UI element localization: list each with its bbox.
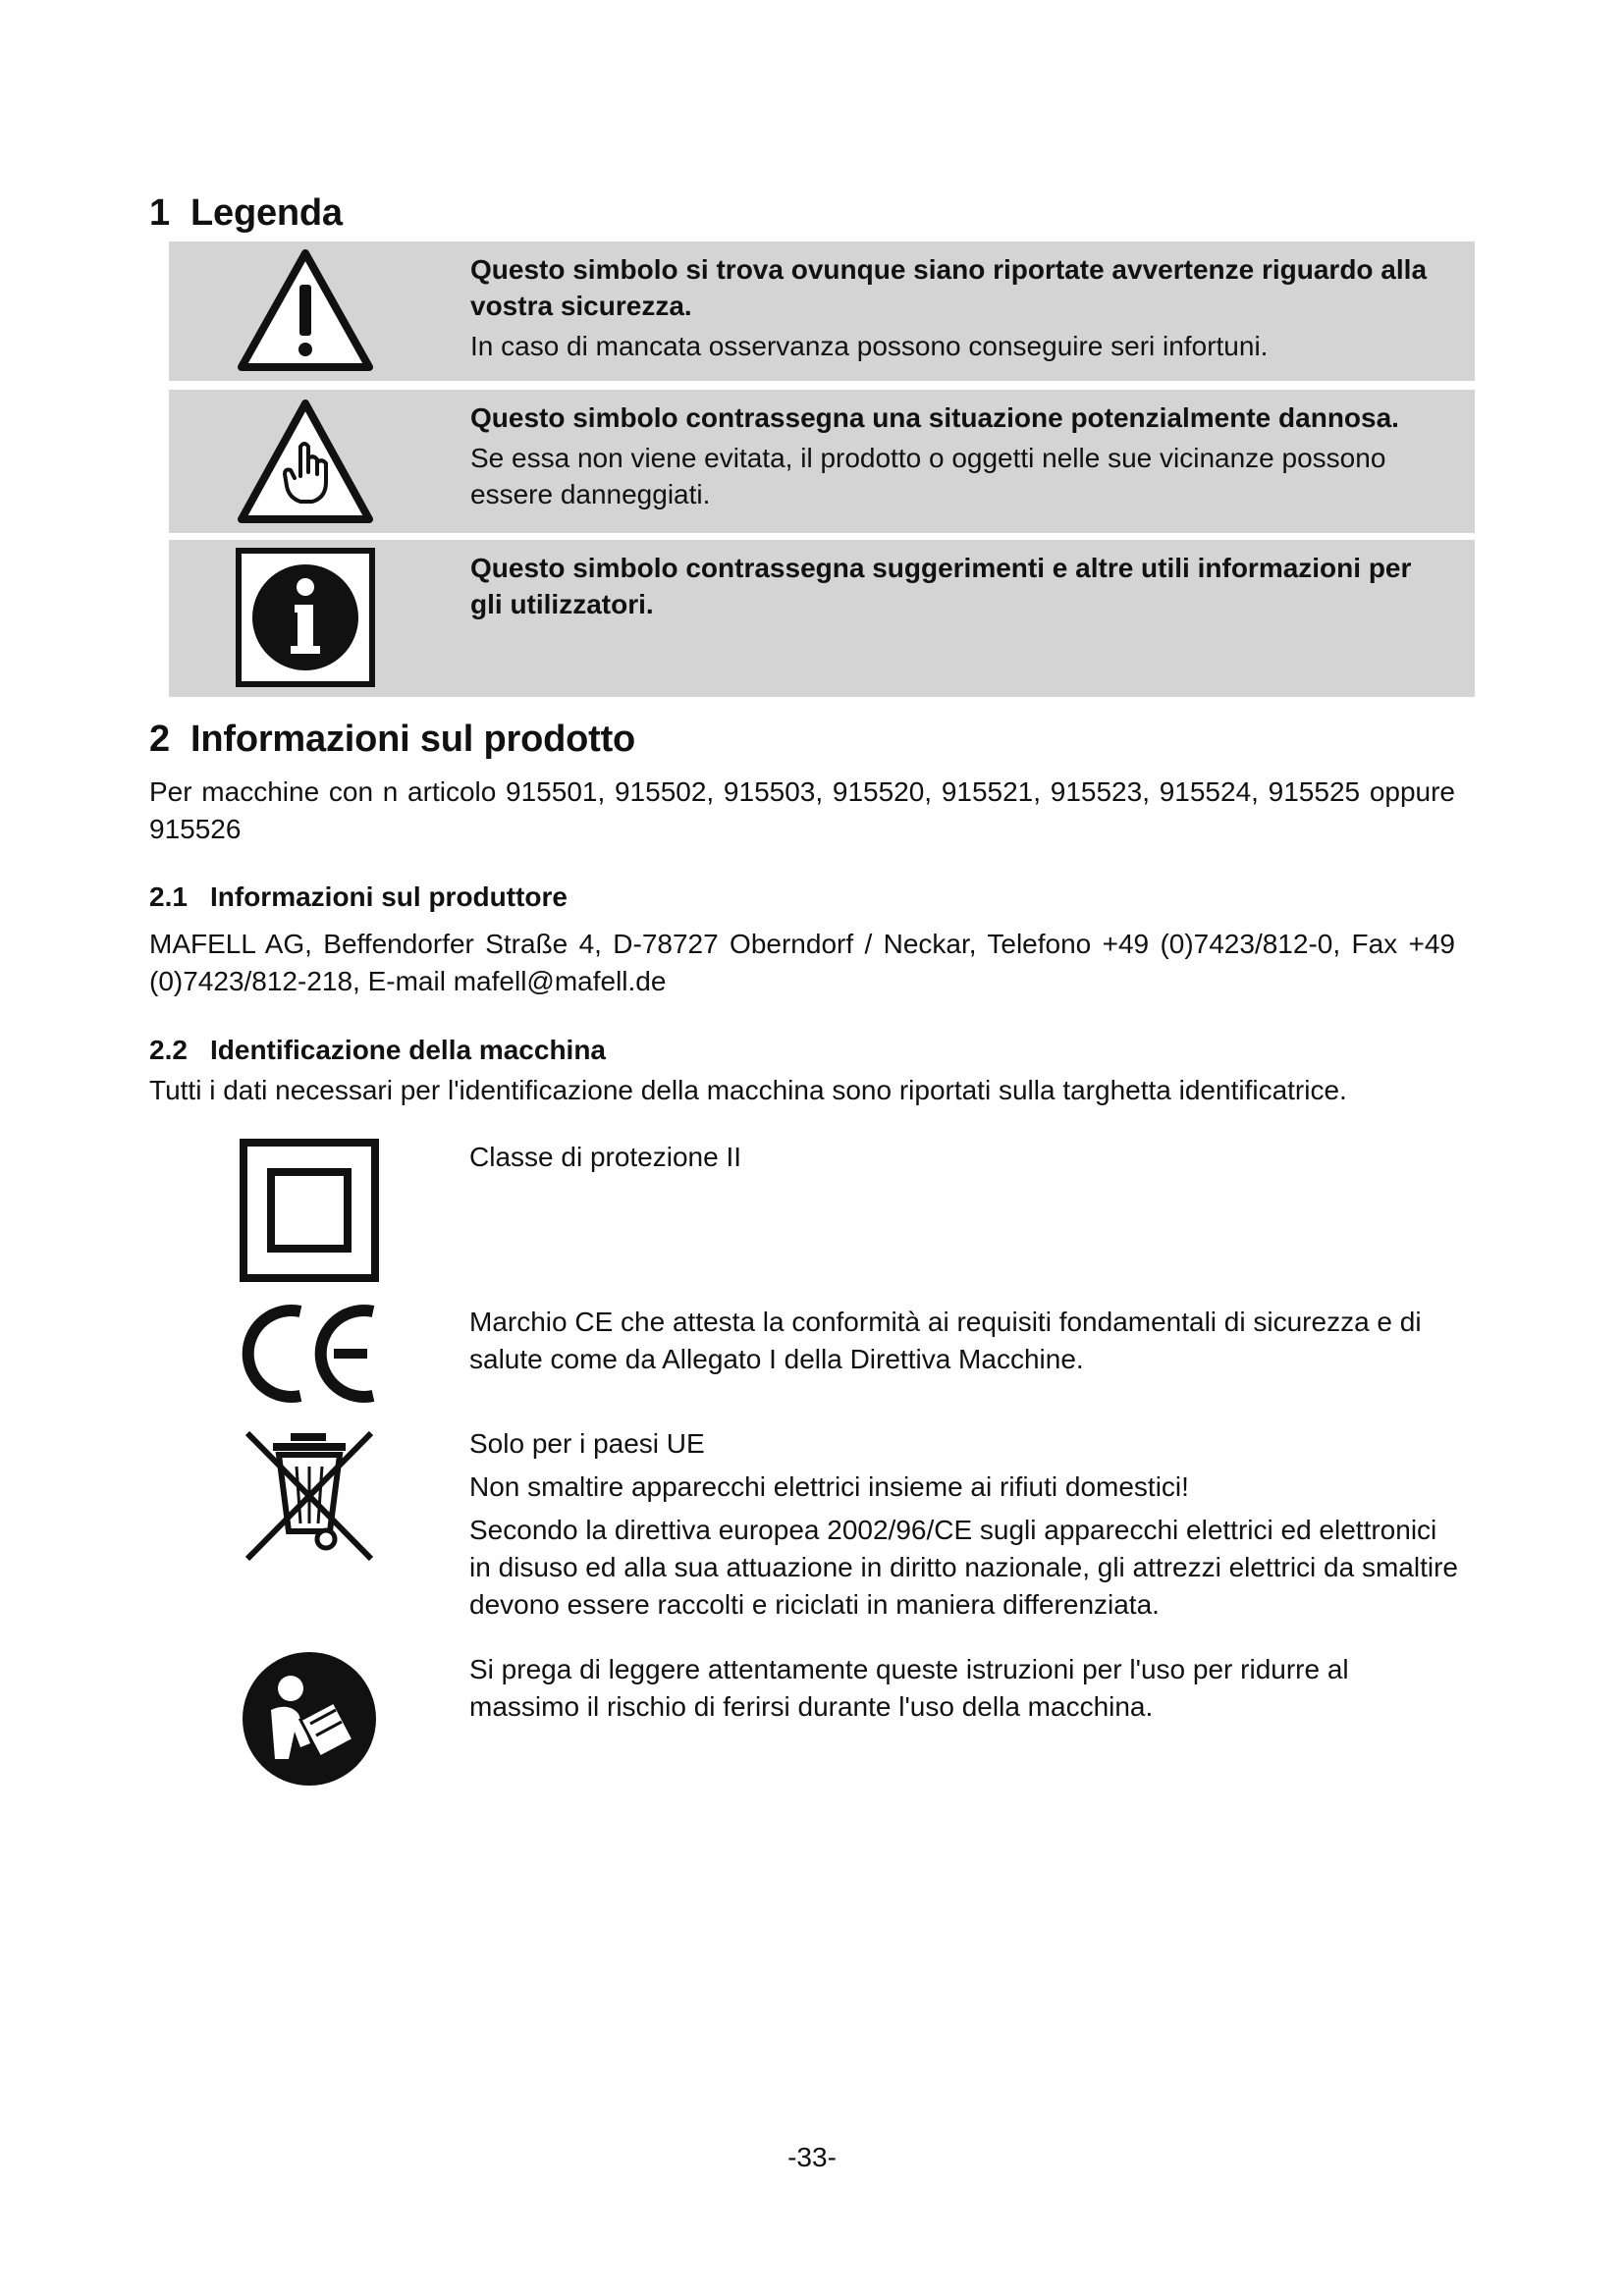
page-number: -33- (787, 2142, 837, 2172)
symbol-description (469, 1139, 1461, 1182)
symbol-description (469, 1425, 1461, 1629)
machine-identification-text: Tutti i dati necessari per l'identificazione della macchina sono riportati sulla targhetta identificatrice. (149, 1075, 1347, 1105)
legend-normal-text: In caso di mancata osservanza possono conseguire seri infortuni. (470, 331, 1269, 361)
section-title: Legenda (190, 192, 343, 234)
symbol-text-line: Secondo la direttiva europea 2002/96/CE sugli apparecchi elettrici ed elettronici in disuso ed alla sua attuazione in diritto nazionale, gli attrezzi elettrici da smaltire devono essere raccolti e riciclati in maniera differenziata. (469, 1515, 1458, 1620)
section-number: 1 (149, 192, 170, 234)
section-title: Informazioni sul prodotto (190, 719, 636, 760)
protection-class-ii-icon (240, 1139, 379, 1282)
subsection-2-1-heading (149, 881, 568, 913)
legend-row-info (169, 540, 1475, 697)
symbol-text-line: Marchio CE che attesta la conformità ai requisiti fondamentali di sicurezza e di salute come da Allegato I della Direttiva Macchine. (469, 1307, 1422, 1374)
symbol-text-line: Solo per i paesi UE (469, 1428, 705, 1459)
info-icon (236, 548, 375, 687)
legend-normal-text: Se essa non viene evitata, il prodotto o oggetti nelle sue vicinanze possono essere danneggiati. (470, 443, 1386, 509)
manufacturer-info-text: MAFELL AG, Beffendorfer Straße 4, D-78727 Oberndorf / Neckar, Telefono +49 (0)7423/812-0, Fax +49 (0)7423/812-218, E-mail mafell@mafell.de (149, 929, 1455, 996)
symbol-text-line: Classe di protezione II (469, 1142, 742, 1172)
legend-bold-text: Questo simbolo si trova ovunque siano riportate avvertenze riguardo alla vostra sicurezza. (470, 254, 1428, 321)
caution-hand-icon (236, 396, 375, 527)
symbol-text-line: Si prega di leggere attentamente queste istruzioni per l'uso per ridurre al massimo il rischio di ferirsi durante l'uso della macchina. (469, 1654, 1349, 1722)
section-2-heading (149, 719, 635, 761)
subsection-2-2-heading (149, 1035, 606, 1066)
warning-exclamation-icon (236, 245, 375, 375)
legend-bold-text: Questo simbolo contrassegna suggerimenti e altre utili informazioni per gli utilizzatori. (470, 553, 1412, 619)
legend-row-warning (169, 241, 1475, 381)
section-1-heading (149, 192, 343, 235)
subsection-number: 2.1 (149, 881, 188, 912)
symbol-description (469, 1651, 1461, 1732)
read-manual-icon (240, 1649, 379, 1789)
ce-mark-icon (240, 1302, 379, 1406)
product-intro-text: Per macchine con n articolo 915501, 915502, 915503, 915520, 915521, 915523, 915524, 915525 oppure 915526 (149, 776, 1455, 844)
legend-bold-text: Questo simbolo contrassegna una situazione potenzialmente dannosa. (470, 402, 1399, 433)
subsection-title: Informazioni sul produttore (210, 881, 568, 912)
subsection-title: Identificazione della macchina (210, 1035, 607, 1065)
subsection-number: 2.2 (149, 1035, 188, 1065)
symbol-description (469, 1304, 1461, 1384)
symbol-text-line: Non smaltire apparecchi elettrici insieme ai rifiuti domestici! (469, 1471, 1189, 1502)
weee-crossed-bin-icon (240, 1425, 379, 1563)
section-number: 2 (149, 719, 170, 760)
legend-row-caution (169, 390, 1475, 533)
